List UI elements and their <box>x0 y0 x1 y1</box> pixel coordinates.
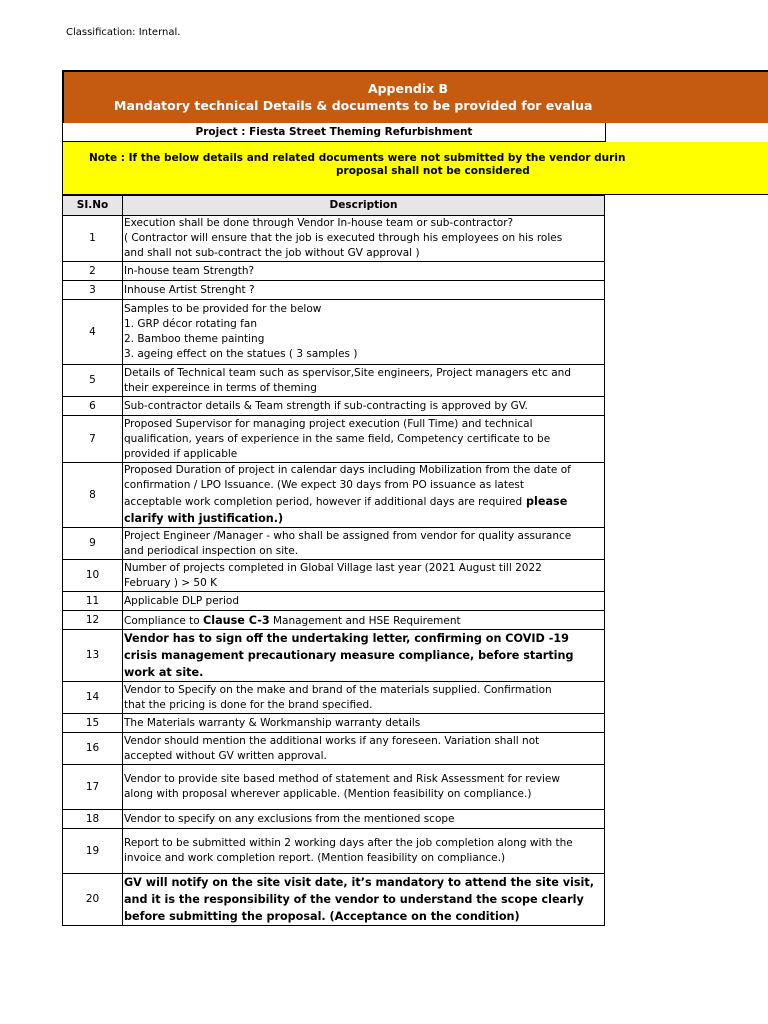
description-line: and periodical inspection on site. <box>124 544 299 557</box>
row-description <box>123 397 605 416</box>
description-line: Vendor to Specify on the make and brand of the materials supplied. Confirmation <box>124 683 552 696</box>
row-description <box>123 611 605 630</box>
description-line: acceptable work completion period, however if additional days are required please <box>124 495 568 508</box>
table-header-row <box>63 196 605 216</box>
row-description <box>123 416 605 463</box>
row-description <box>123 560 605 592</box>
description-line: The Materials warranty & Workmanship warranty details <box>124 716 421 729</box>
note-banner <box>62 142 768 195</box>
description-line: invoice and work completion report. (Mention feasibility on compliance.) <box>124 852 506 864</box>
note-line-2: proposal shall not be considered <box>336 165 530 177</box>
table-row <box>63 592 605 611</box>
table-row <box>63 528 605 560</box>
table-row <box>63 765 605 810</box>
row-description <box>123 592 605 611</box>
table-body <box>63 216 605 926</box>
description-line: and shall not sub-contract the job without GV approval ) <box>124 247 420 259</box>
row-number: 6 <box>63 397 123 416</box>
table-row <box>63 682 605 714</box>
description-line: GV will notify on the site visit date, it’s mandatory to attend the site visit, <box>124 876 594 889</box>
row-description <box>123 682 605 714</box>
description-line: Details of Technical team such as spervisor,Site engineers, Project managers etc and <box>124 366 571 379</box>
row-number: 20 <box>63 874 123 926</box>
row-description <box>123 463 605 528</box>
table-row <box>63 714 605 733</box>
description-line: Report to be submitted within 2 working days after the job completion along with the <box>124 837 573 849</box>
row-description <box>123 281 605 300</box>
description-line: qualification, years of experience in the same field, Competency certificate to be <box>124 432 551 445</box>
row-description <box>123 262 605 281</box>
description-line: Number of projects completed in Global Village last year (2021 August till 2022 <box>124 561 542 574</box>
row-number: 5 <box>63 365 123 397</box>
description-line: before submitting the proposal. (Acceptance on the condition) <box>124 910 520 923</box>
description-line: Vendor to provide site based method of statement and Risk Assessment for review <box>124 773 560 785</box>
description-line: 2. Bamboo theme painting <box>124 333 265 345</box>
table-row <box>63 463 605 528</box>
table-row <box>63 216 605 262</box>
row-number: 2 <box>63 262 123 281</box>
description-line: February ) > 50 K <box>124 576 218 589</box>
row-number: 16 <box>63 733 123 765</box>
row-description <box>123 630 605 682</box>
description-line: Compliance to Clause C-3 Management and HSE Requirement <box>124 613 461 627</box>
row-number: 19 <box>63 829 123 874</box>
description-line: Inhouse Artist Strenght ? <box>124 283 255 296</box>
description-line: work at site. <box>124 666 204 679</box>
row-number: 7 <box>63 416 123 463</box>
table-row <box>63 397 605 416</box>
requirements-table <box>62 195 605 926</box>
row-number: 8 <box>63 463 123 528</box>
table-row <box>63 829 605 874</box>
description-line: Sub-contractor details & Team strength if sub-contracting is approved by GV. <box>124 399 528 412</box>
row-description <box>123 528 605 560</box>
table-row <box>63 560 605 592</box>
table-row <box>63 810 605 829</box>
description-line: Vendor should mention the additional works if any foreseen. Variation shall not <box>124 734 540 747</box>
table-row <box>63 300 605 365</box>
description-line: Samples to be provided for the below <box>124 303 322 315</box>
table-row <box>63 611 605 630</box>
description-line: Applicable DLP period <box>124 594 239 607</box>
table-row <box>63 262 605 281</box>
row-description <box>123 714 605 733</box>
appendix-subtitle: Mandatory technical Details & documents to be provided for evalua <box>114 98 593 113</box>
classification-label: Classification: Internal. <box>66 27 181 38</box>
row-description <box>123 874 605 926</box>
row-number: 17 <box>63 765 123 810</box>
note-line-1: Note : If the below details and related documents were not submitted by the vendor durin <box>89 152 626 164</box>
description-line: Vendor has to sign off the undertaking letter, confirming on COVID -19 <box>124 632 569 645</box>
row-number: 12 <box>63 611 123 630</box>
row-number: 9 <box>63 528 123 560</box>
description-line: crisis management precautionary measure compliance, before starting <box>124 649 574 662</box>
project-title: Project : Fiesta Street Theming Refurbishment <box>62 123 606 142</box>
row-number: 15 <box>63 714 123 733</box>
description-emphasis: Clause C-3 <box>203 613 270 627</box>
description-line: accepted without GV written approval. <box>124 749 327 762</box>
description-line: confirmation / LPO Issuance. (We expect 30 days from PO issuance as latest <box>124 479 525 491</box>
description-line: In-house team Strength? <box>124 264 255 277</box>
row-description <box>123 216 605 262</box>
table-row <box>63 416 605 463</box>
header-sino: SI.No <box>63 196 123 216</box>
row-number: 18 <box>63 810 123 829</box>
description-line: that the pricing is done for the brand specified. <box>124 698 373 711</box>
description-emphasis: please <box>522 495 568 508</box>
appendix-sheet <box>62 70 768 926</box>
table-row <box>63 630 605 682</box>
row-description <box>123 733 605 765</box>
row-description <box>123 765 605 810</box>
row-number: 3 <box>63 281 123 300</box>
header-description: Description <box>123 196 605 216</box>
appendix-title: Appendix B <box>367 81 449 96</box>
appendix-banner <box>62 70 768 123</box>
description-line: their expereince in terms of theming <box>124 381 317 394</box>
description-line: Execution shall be done through Vendor In-house team or sub-contractor? <box>124 217 514 229</box>
table-row <box>63 874 605 926</box>
description-line: Proposed Supervisor for managing project execution (Full Time) and technical <box>124 417 533 430</box>
description-line: provided if applicable <box>124 447 238 460</box>
row-number: 14 <box>63 682 123 714</box>
description-line: 3. ageing effect on the statues ( 3 samples ) <box>124 348 358 360</box>
description-line: along with proposal wherever applicable. (Mention feasibility on compliance.) <box>124 788 532 800</box>
description-line: Vendor to specify on any exclusions from the mentioned scope <box>124 812 455 825</box>
row-description <box>123 810 605 829</box>
row-description <box>123 300 605 365</box>
row-number: 13 <box>63 630 123 682</box>
row-number: 10 <box>63 560 123 592</box>
description-line: ( Contractor will ensure that the job is executed through his employees on his roles <box>124 232 563 244</box>
table-row <box>63 365 605 397</box>
row-description <box>123 829 605 874</box>
table-row <box>63 733 605 765</box>
row-number: 1 <box>63 216 123 262</box>
description-line: Project Engineer /Manager - who shall be assigned from vendor for quality assurance <box>124 529 572 542</box>
table-row <box>63 281 605 300</box>
description-line: and it is the responsibility of the vendor to understand the scope clearly <box>124 893 584 906</box>
description-line: Proposed Duration of project in calendar days including Mobilization from the date of <box>124 464 571 476</box>
row-number: 4 <box>63 300 123 365</box>
description-line: 1. GRP décor rotating fan <box>124 318 257 330</box>
description-emphasis: clarify with justification.) <box>124 512 284 525</box>
row-description <box>123 365 605 397</box>
row-number: 11 <box>63 592 123 611</box>
